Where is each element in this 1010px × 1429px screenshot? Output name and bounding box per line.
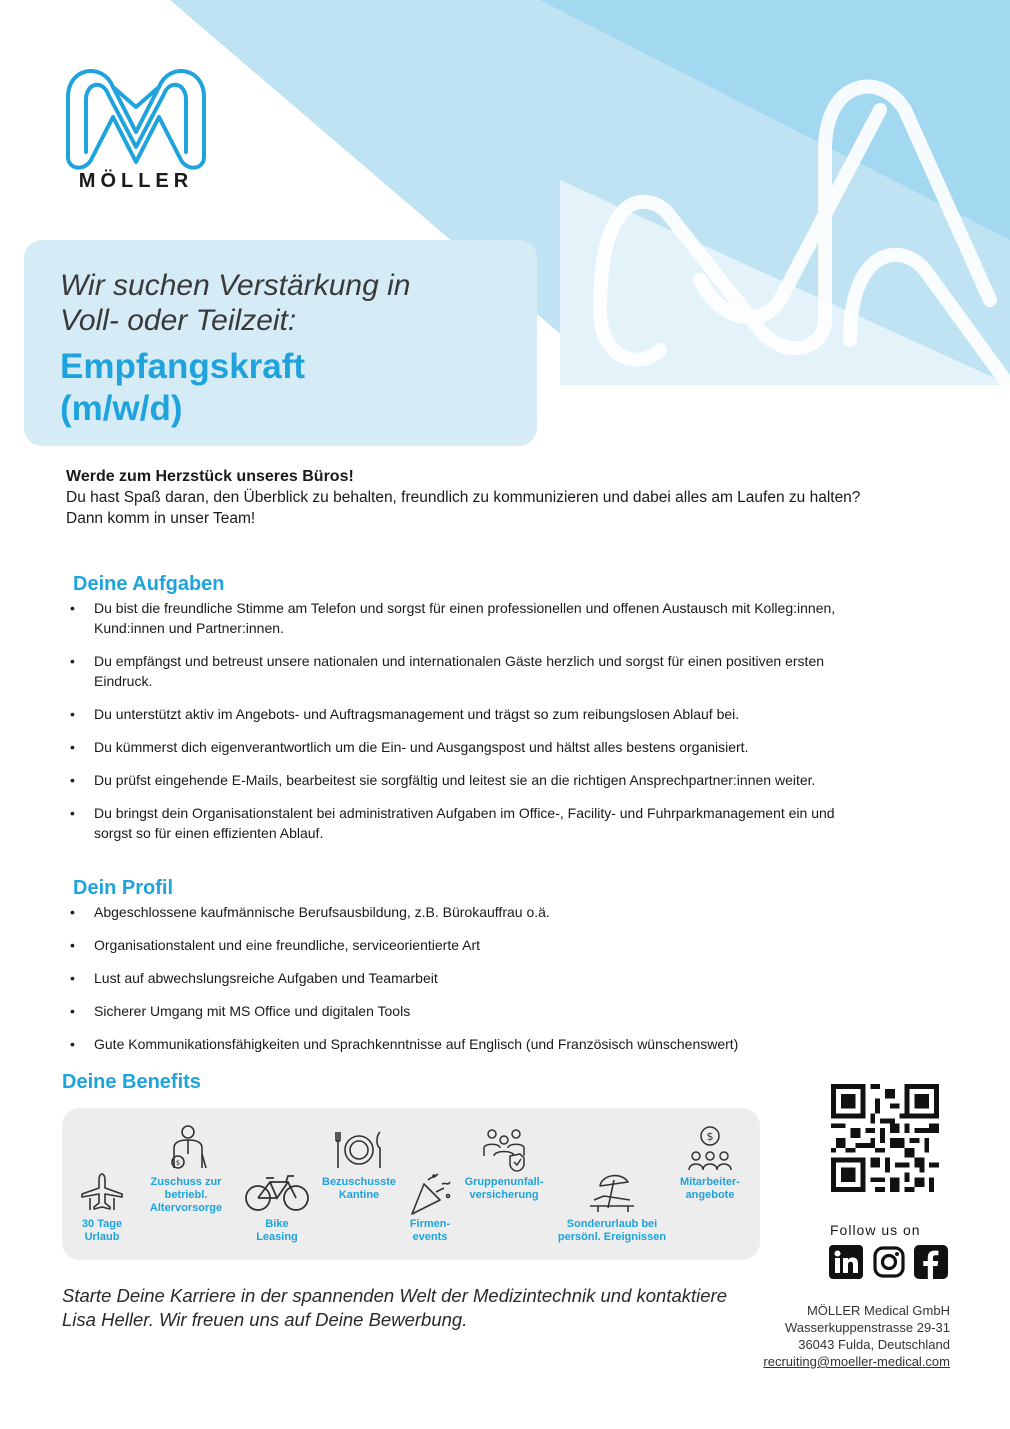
list-item: • Du empfängst und betreust unsere nationalen und internationalen Gäste herzlich und sorgst für einen positiven ersten Eindruck.	[68, 651, 868, 691]
list-item: • Du prüfst eingehende E-Mails, bearbeitest sie sorgfältig und leitest sie an die richtigen Ansprechpartner:innen weiter.	[68, 770, 868, 790]
dining-icon	[334, 1128, 384, 1170]
list-item: • Du bist die freundliche Stimme am Telefon und sorgst für einen professionellen und offenen Austausch mit Kolleg:innen, Kund:innen und Partner:innen.	[68, 598, 868, 638]
job-title-gender: (m/w/d)	[60, 389, 183, 428]
list-item: • Sicherer Umgang mit MS Office und digitalen Tools	[68, 1001, 868, 1021]
benefits-panel	[62, 1108, 760, 1260]
benefit-label: Zuschuss zur betriebl. Altervorsorge	[149, 1176, 223, 1214]
headline-box	[24, 240, 537, 446]
intro-text: Du hast Spaß daran, den Überblick zu behalten, freundlich zu kommunizieren und dabei alles am Laufen zu halten? Dann komm in unser Team!	[66, 489, 861, 527]
airplane-icon	[80, 1172, 124, 1212]
list-item: • Gute Kommunikationsfähigkeiten und Sprachkenntnisse auf Englisch (und Französisch wünschenswert)	[68, 1034, 868, 1054]
company-street: Wasserkuppenstrasse 29-31	[785, 1320, 950, 1335]
benefit-label: 30 Tage Urlaub	[81, 1218, 123, 1243]
beach-icon	[588, 1170, 638, 1214]
benefit-label: Bike Leasing	[256, 1218, 298, 1243]
facebook-icon[interactable]	[914, 1245, 948, 1279]
headline-line-2: Voll- oder Teilzeit:	[60, 304, 297, 337]
benefit-label: Bezuschusste Kantine	[322, 1176, 396, 1201]
party-icon	[408, 1172, 452, 1216]
job-title: Empfangskraft	[60, 347, 306, 386]
list-item: • Du unterstützt aktiv im Angebots- und Auftragsmanagement und trägst so zum reibungslosen Ablauf bei.	[68, 704, 868, 724]
profile-heading: Dein Profil	[73, 877, 174, 899]
list-item: • Du kümmerst dich eigenverantwortlich um die Ein- und Ausgangspost und hältst alles bestens organisiert.	[68, 737, 868, 757]
list-item: • Abgeschlossene kaufmännische Berufsausbildung, z.B. Bürokauffrau o.ä.	[68, 902, 868, 922]
linkedin-icon[interactable]	[829, 1245, 863, 1279]
moeller-logo	[58, 62, 214, 192]
instagram-icon[interactable]	[872, 1245, 906, 1279]
intro-headline: Werde zum Herzstück unseres Büros!	[66, 468, 354, 485]
tasks-list	[68, 598, 868, 843]
tasks-heading: Deine Aufgaben	[73, 573, 225, 595]
qr-code[interactable]	[830, 1084, 940, 1192]
benefits-heading: Deine Benefits	[62, 1071, 201, 1093]
closing-text: Starte Deine Karriere in der spannenden Welt der Medizintechnik und kontaktiere Lisa Heller. Wir freuen uns auf Deine Bewerbung.	[62, 1285, 728, 1330]
insurance-icon	[480, 1126, 528, 1172]
list-item: • Lust auf abwechslungsreiche Aufgaben und Teamarbeit	[68, 968, 868, 988]
company-city: 36043 Fulda, Deutschland	[798, 1337, 950, 1352]
list-item: • Organisationstalent und eine freundliche, serviceorientierte Art	[68, 935, 868, 955]
benefit-label: Mitarbeiter- angebote	[680, 1176, 740, 1201]
recruiting-email-link[interactable]: recruiting@moeller-medical.com	[763, 1354, 950, 1369]
list-item: • Du bringst dein Organisationstalent bei administrativen Aufgaben im Office-, Facility- und Fuhrparkmanagement ein und sorgst so für einen effizienten Ablauf.	[68, 803, 868, 843]
bicycle-icon	[244, 1170, 310, 1214]
benefit-label: Firmen- events	[409, 1218, 451, 1243]
benefit-label: Gruppenunfall- versicherung	[464, 1176, 544, 1201]
svg-text:$: $	[706, 1130, 714, 1143]
company-name: MÖLLER Medical GmbH	[806, 1303, 950, 1318]
follow-us-label: Follow us on	[830, 1222, 921, 1238]
moeller-logo-mark	[58, 62, 214, 172]
svg-text:$: $	[175, 1159, 181, 1167]
benefit-label: Sonderurlaub bei persönl. Ereignissen	[557, 1218, 667, 1243]
headline-line-1: Wir suchen Verstärkung in	[60, 269, 411, 302]
logo-wordmark: MÖLLER	[78, 170, 194, 192]
company-address	[763, 1302, 950, 1370]
employee-offers-icon	[688, 1126, 732, 1172]
profile-list	[68, 902, 868, 1054]
intro-section	[66, 466, 866, 529]
pension-icon	[166, 1124, 210, 1172]
